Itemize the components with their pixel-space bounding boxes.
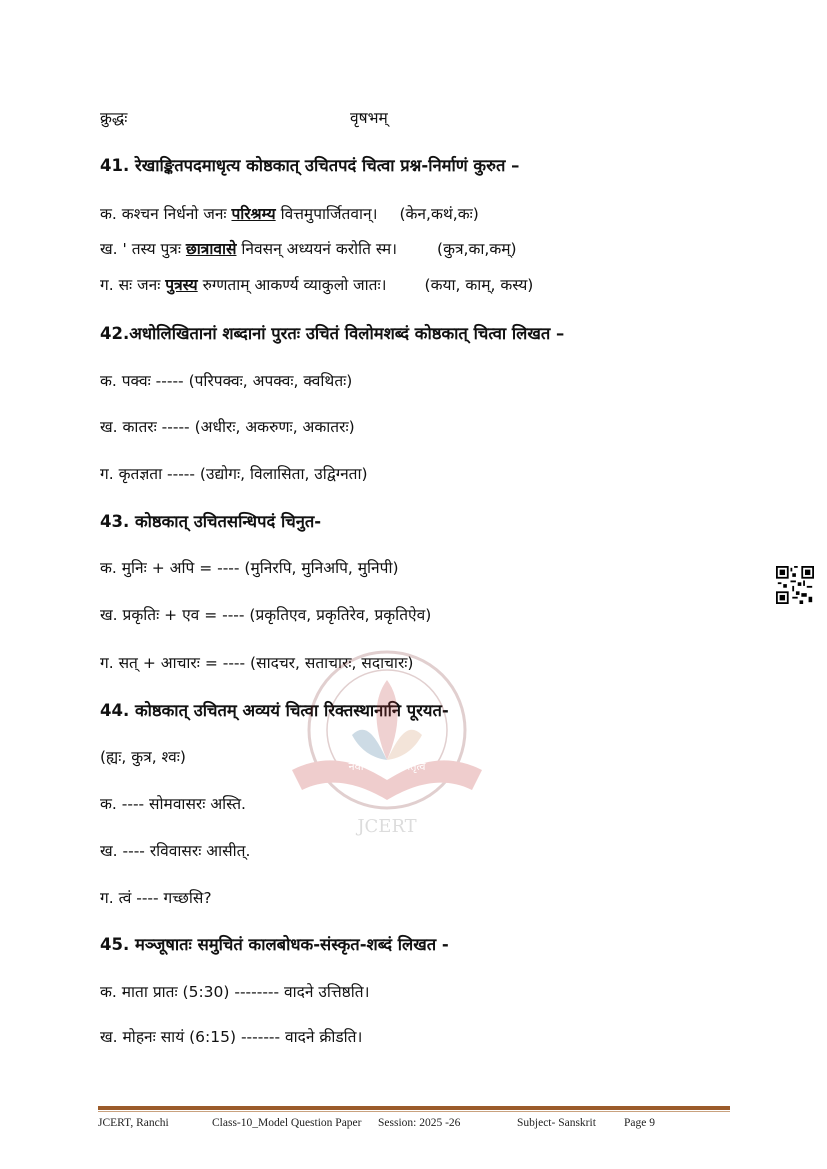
question-43-item-b: ख. प्रकृतिः + एव = ---- (प्रकृतिएव, प्रकृतिरेव, प्रकृतिऐव) (100, 606, 432, 624)
question-41-item-b: ख. ' तस्य पुत्रः छात्रावासे निवसन् अध्ययनं करोति स्म। (कुत्र,का,कम्) (100, 240, 517, 258)
footer-org: JCERT, Ranchi (98, 1117, 169, 1129)
footer-page-number: Page 9 (624, 1117, 655, 1129)
options: (केन,कथं,कः) (399, 205, 479, 223)
watermark-motto: नवोन्मेष शोध नेतृत्व (348, 760, 426, 773)
question-43-item-c: ग. सत् + आचारः = ---- (सादचर, सताचारः, सदाचारः) (100, 654, 414, 672)
footer-subject: Subject- Sanskrit (517, 1117, 596, 1129)
carryover-word-right: वृषभम् (350, 109, 388, 127)
question-41-item-a: क. कश्चन निर्धनो जनः परिश्रम्य वित्तमुपार्जितवान्। (केन,कथं,कः) (100, 205, 479, 223)
question-42-heading: 42.अधोलिखितानां शब्दानां पुरतः उचितं विलोमशब्दं कोष्ठकात् चित्वा लिखत – (100, 324, 565, 343)
carryover-word-left: क्रुद्धः (100, 109, 128, 127)
options: (कया, काम्, कस्य) (424, 276, 534, 294)
options: (कुत्र,का,कम्) (437, 240, 517, 258)
question-41-item-c: ग. सः जनः पुत्रस्य रुग्णताम् आकर्ण्य व्याकुलो जातः। (कया, काम्, कस्य) (100, 276, 534, 294)
jcert-watermark-logo (282, 640, 492, 840)
question-43-item-a: क. मुनिः + अपि = ---- (मुनिरपि, मुनिअपि, मुनिपी) (100, 559, 399, 577)
question-42-item-a: क. पक्वः ----- (परिपक्वः, अपक्वः, क्वथितः) (100, 372, 353, 390)
question-44-item-b: ख. ---- रविवासरः आसीत्. (100, 842, 251, 860)
watermark-org: JCERT (357, 816, 417, 837)
question-45-item-b: ख. मोहनः सायं (6:15) ------- वादने क्रीडति। (100, 1028, 363, 1046)
question-43-heading: 43. कोष्ठकात् उचितसन्धिपदं चिनुत- (100, 512, 322, 531)
question-44-options: (ह्यः, कुत्र, श्वः) (100, 748, 186, 766)
underlined-word: परिश्रम्य (231, 205, 276, 223)
qr-code[interactable] (776, 566, 814, 604)
footer-paper: Class-10_Model Question Paper (212, 1117, 362, 1129)
question-44-item-c: ग. त्वं ---- गच्छसि? (100, 889, 212, 907)
question-44-item-a: क. ---- सोमवासरः अस्ति. (100, 795, 246, 813)
underlined-word: छात्रावासे (185, 240, 237, 258)
question-44-heading: 44. कोष्ठकात् उचितम् अव्ययं चित्वा रिक्तस्थानानि पूरयत- (100, 701, 449, 720)
footer-session: Session: 2025 -26 (378, 1117, 461, 1129)
question-42-item-c: ग. कृतज्ञता ----- (उद्योगः, विलासिता, उद्विग्नता) (100, 465, 368, 483)
question-45-item-a: क. माता प्रातः (5:30) -------- वादने उत्तिष्ठति। (100, 983, 370, 1001)
footer-divider-thin (98, 1111, 730, 1112)
question-41-heading: 41. रेखाङ्कितपदमाधृत्य कोष्ठकात् उचितपदं चित्वा प्रश्न-निर्माणं कुरुत – (100, 156, 520, 175)
footer-divider (98, 1106, 730, 1110)
question-45-heading: 45. मञ्जूषातः समुचितं कालबोधक-संस्कृत-शब्दं लिखत - (100, 935, 449, 954)
question-42-item-b: ख. कातरः ----- (अधीरः, अकरुणः, अकातरः) (100, 418, 355, 436)
underlined-word: पुत्रस्य (165, 276, 198, 294)
